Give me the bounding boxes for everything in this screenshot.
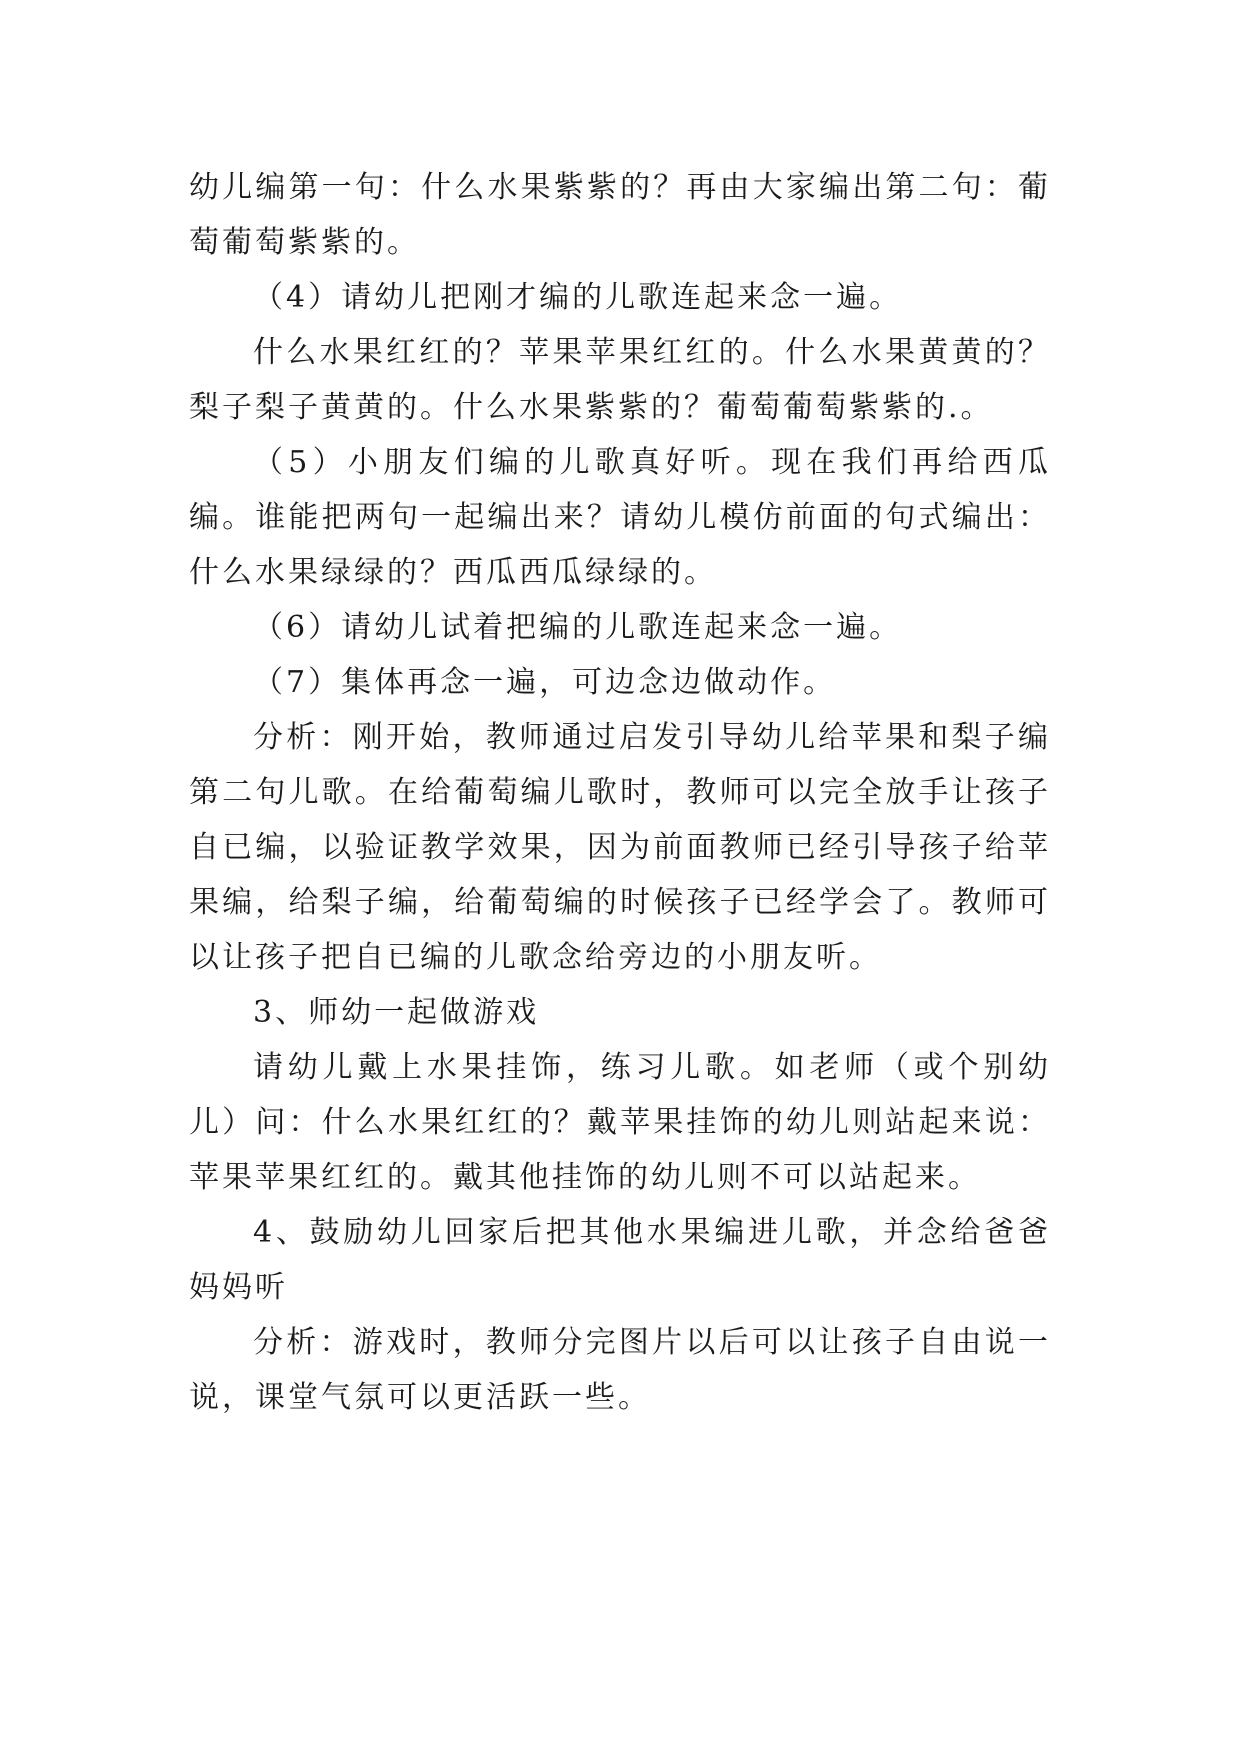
analysis-paragraph-1: 分析：刚开始，教师通过启发引导幼儿给苹果和梨子编第二句儿歌。在给葡萄编儿歌时，教师可以完全放手让孩子自已编，以验证教学效果，因为前面教师已经引导孩子给苹果编，给梨子编，给葡萄编的时候孩子已经学会了。教师可以让孩子把自已编的儿歌念给旁边的小朋友听。 [189,720,1051,975]
section-heading-3: 3、师幼一起做游戏 [253,995,540,1030]
section-heading-4: 4、鼓励幼儿回家后把其他水果编进儿歌，并念给爸爸妈妈听 [189,1215,1051,1305]
paragraph-2: （4）请幼儿把刚才编的儿歌连起来念一遍。 [253,280,903,315]
paragraph-3: 什么水果红红的？苹果苹果红红的。什么水果黄黄的？梨子梨子黄黄的。什么水果紫紫的？葡萄葡萄紫紫的.。 [189,335,1051,425]
paragraph-6: （7）集体再念一遍，可边念边做动作。 [253,665,837,700]
paragraph-1: 幼儿编第一句：什么水果紫紫的？再由大家编出第二句：葡萄葡萄紫紫的。 [189,170,1051,260]
document-body [189,160,1051,1425]
paragraph-4: （5）小朋友们编的儿歌真好听。现在我们再给西瓜编。谁能把两句一起编出来？请幼儿模仿前面的句式编出：什么水果绿绿的？西瓜西瓜绿绿的。 [189,445,1051,590]
paragraph-game: 请幼儿戴上水果挂饰，练习儿歌。如老师（或个别幼儿）问：什么水果红红的？戴苹果挂饰的幼儿则站起来说：苹果苹果红红的。戴其他挂饰的幼儿则不可以站起来。 [189,1050,1051,1195]
paragraph-5: （6）请幼儿试着把编的儿歌连起来念一遍。 [253,610,903,645]
analysis-paragraph-2: 分析：游戏时，教师分完图片以后可以让孩子自由说一说，课堂气氛可以更活跃一些。 [189,1325,1051,1415]
